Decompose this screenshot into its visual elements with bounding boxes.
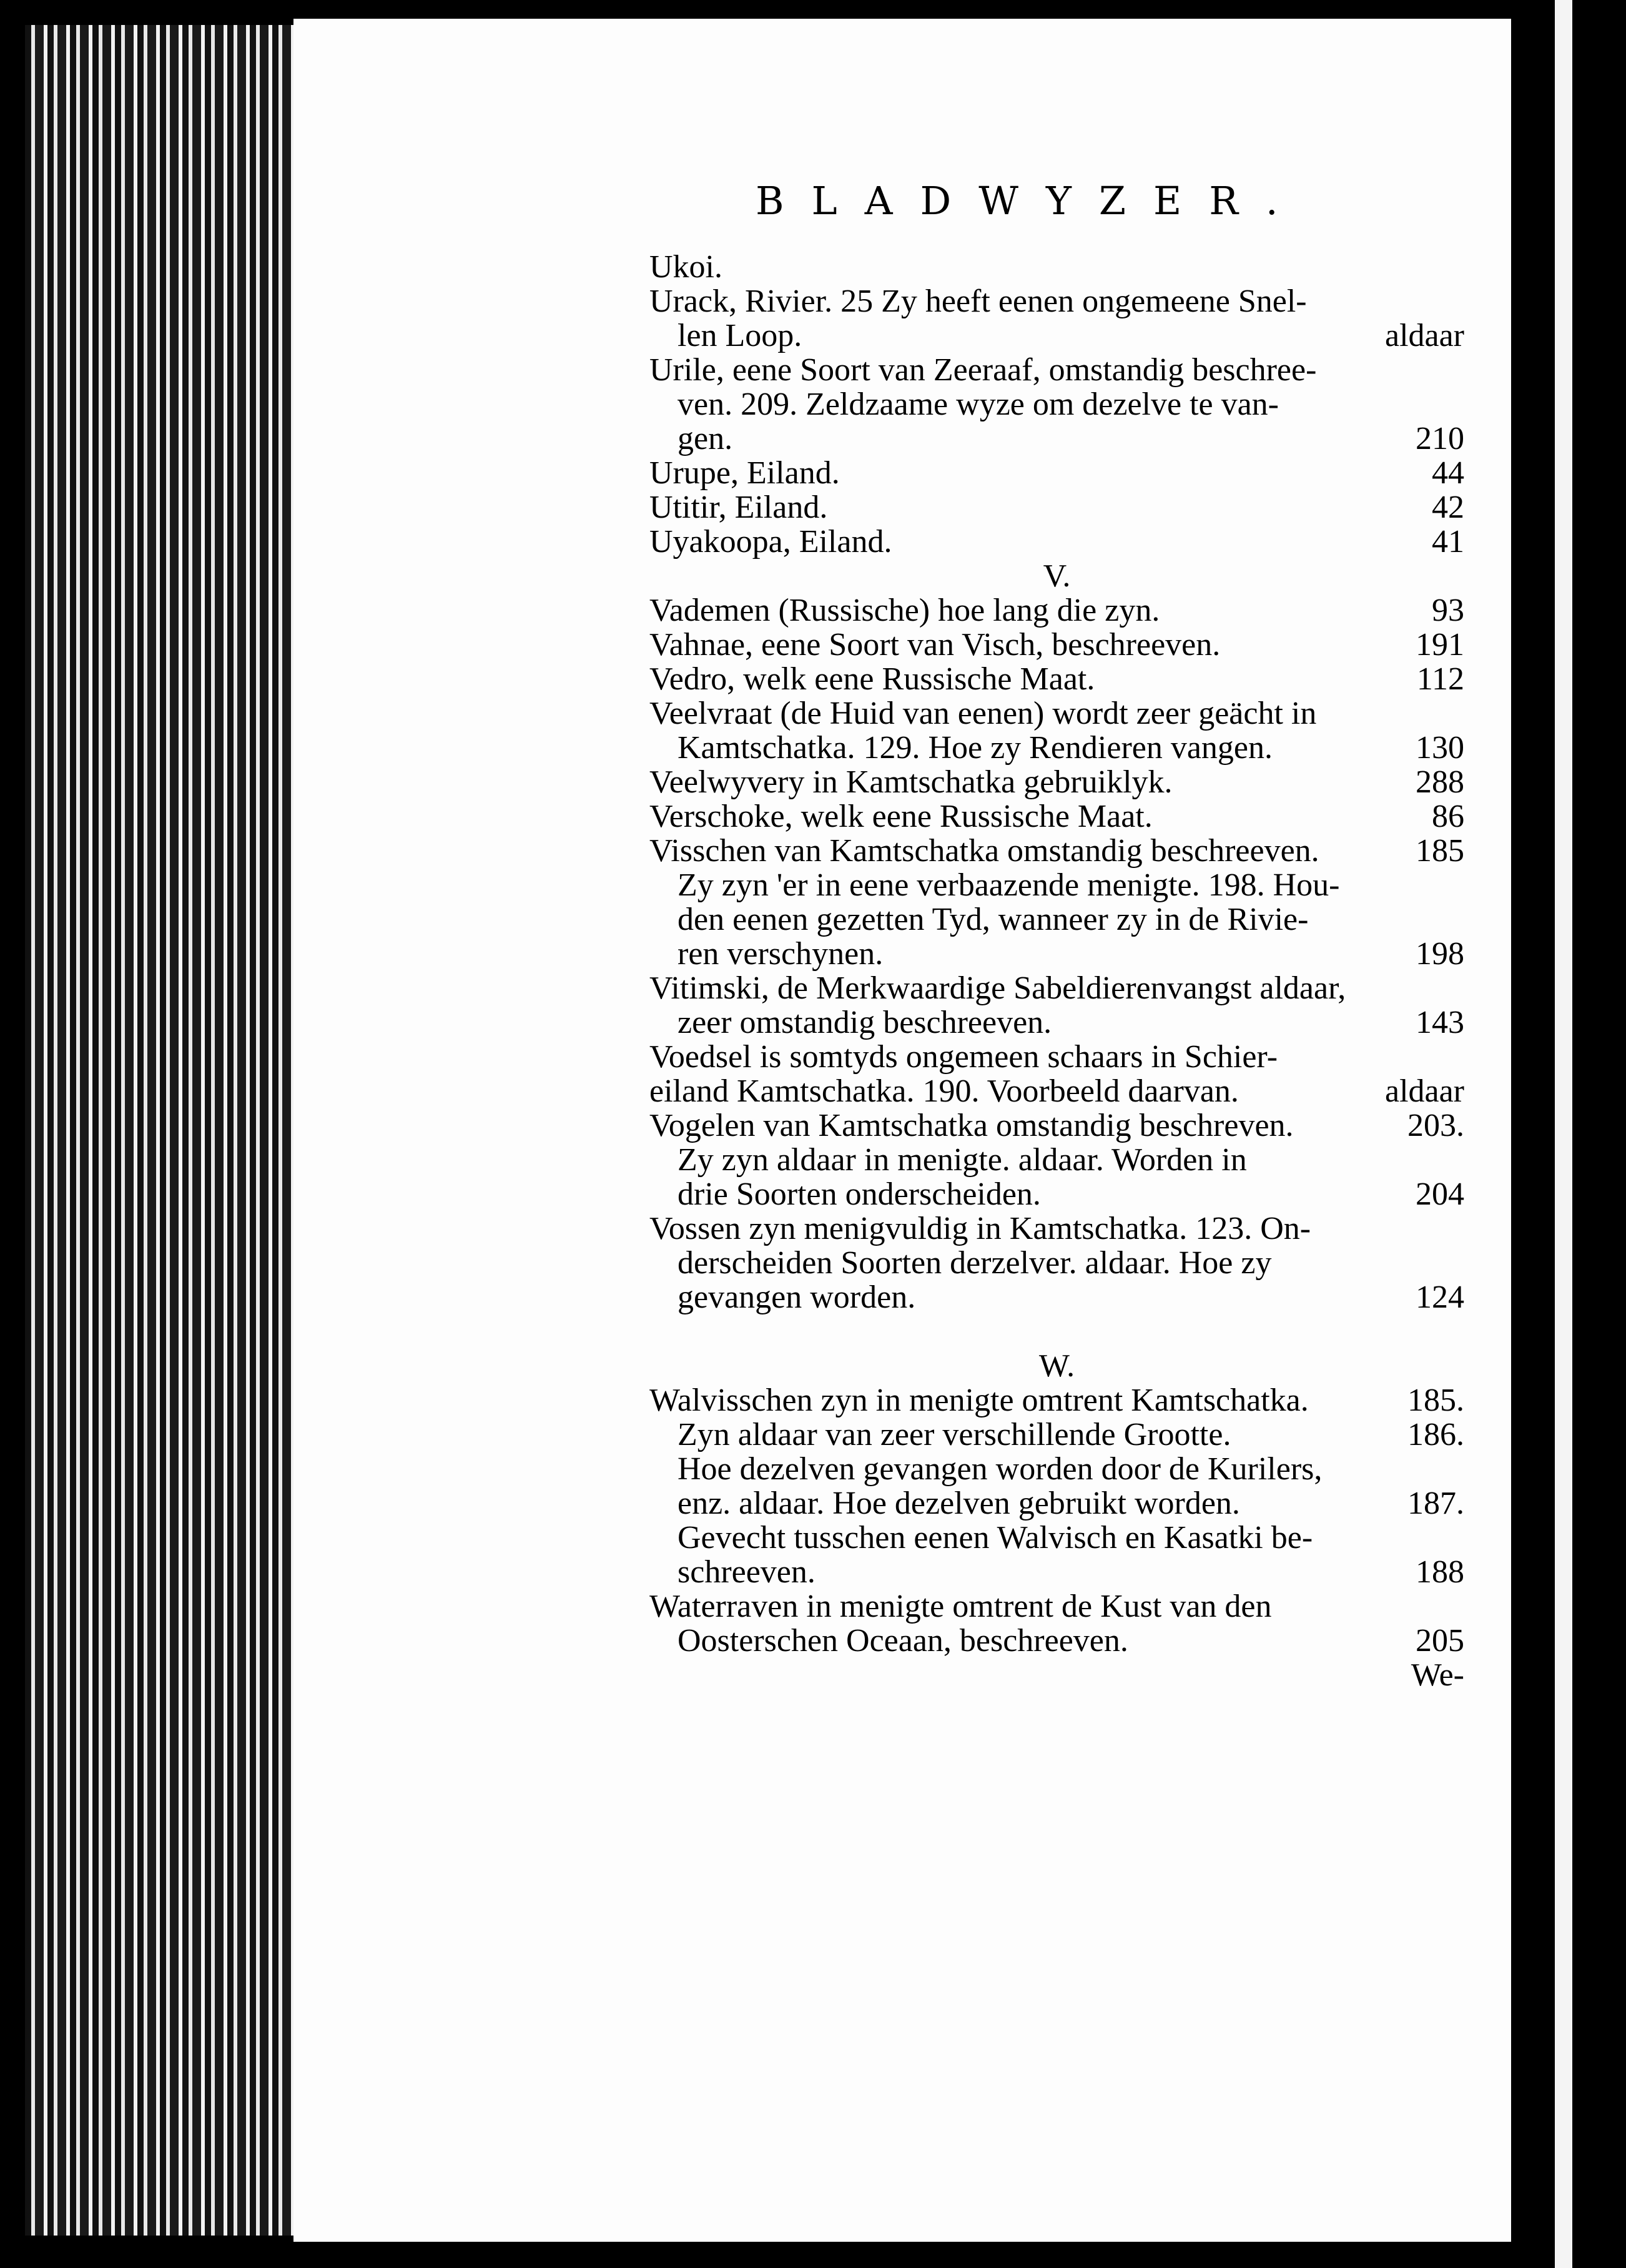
index-page-ref: aldaar <box>1384 1073 1464 1109</box>
index-page-ref: 188 <box>1416 1554 1464 1590</box>
index-line <box>649 284 1464 318</box>
index-page-ref: 44 <box>1432 455 1464 491</box>
index-entry-text: schreeven. <box>678 1554 815 1590</box>
index-line <box>649 1624 1464 1658</box>
index-entry-text: den eenen gezetten Tyd, wanneer zy in de Rivie- <box>678 902 1309 937</box>
index-entry-text: Urack, Rivier. 25 Zy heeft eenen ongemeene Snel- <box>649 284 1307 319</box>
index-page-ref: We- <box>1411 1657 1464 1693</box>
index-page-ref: 130 <box>1416 730 1464 766</box>
index-entry-text: zeer omstandig beschreeven. <box>678 1005 1052 1040</box>
index-entry-text: ren verschynen. <box>678 936 884 972</box>
index-page-ref: 185 <box>1416 833 1464 869</box>
index-page-ref: 204 <box>1416 1176 1464 1212</box>
index-line <box>649 765 1464 799</box>
index-entry-text: Veelvraat (de Huid van eenen) wordt zeer geächt in <box>649 696 1317 731</box>
index-line <box>649 593 1464 628</box>
index-line <box>649 1074 1464 1108</box>
index-line <box>649 937 1464 971</box>
index-entry-text: Urile, eene Soort van Zeeraaf, omstandig beschree- <box>649 352 1317 388</box>
index-entry-text: Vedro, welk eene Russische Maat. <box>649 661 1095 697</box>
index-line <box>649 318 1464 353</box>
index-page-ref: 198 <box>1416 936 1464 972</box>
index-line <box>649 387 1464 422</box>
index-line <box>649 490 1464 525</box>
index-entry-text: Visschen van Kamtschatka omstandig beschreeven. <box>649 833 1319 869</box>
index-line <box>649 1521 1464 1555</box>
page-header: BLADWYZER. <box>756 178 1306 224</box>
index-line <box>649 1658 1464 1692</box>
index-entry-text: enz. aldaar. Hoe dezelven gebruikt worden. <box>678 1486 1240 1521</box>
index-page-ref: 203. <box>1407 1108 1464 1143</box>
index-line <box>649 1589 1464 1624</box>
index-line <box>649 250 1464 284</box>
index-line <box>649 662 1464 696</box>
index-line <box>649 1555 1464 1589</box>
index-entry-text: Waterraven in menigte omtrent de Kust van den <box>649 1589 1272 1624</box>
index-page-ref: 93 <box>1432 593 1464 628</box>
index-entry-text: Uyakoopa, Eiland. <box>649 524 892 560</box>
index-entry-text: Oosterschen Oceaan, beschreeven. <box>678 1623 1128 1659</box>
index-entry-text: eiland Kamtschatka. 190. Voorbeeld daarvan. <box>649 1073 1239 1109</box>
index-page-ref: 41 <box>1432 524 1464 560</box>
index-line <box>649 1108 1464 1143</box>
index-entry-text: Vogelen van Kamtschatka omstandig beschreven. <box>649 1108 1294 1143</box>
index-section-letter <box>649 559 1464 593</box>
index-page-ref: 86 <box>1432 799 1464 834</box>
index-line <box>649 353 1464 387</box>
index-entry-text: V. <box>1043 558 1071 594</box>
index-entry-text: drie Soorten onderscheiden. <box>678 1176 1041 1212</box>
index-entry-text: Verschoke, welk eene Russische Maat. <box>649 799 1153 834</box>
index-page-ref: 186. <box>1407 1417 1464 1452</box>
index-entry-text: Kamtschatka. 129. Hoe zy Rendieren vangen. <box>678 730 1273 766</box>
index-line <box>649 1040 1464 1074</box>
index-entry-text: Walvisschen zyn in menigte omtrent Kamtschatka. <box>649 1383 1309 1418</box>
index-entry-text: Zyn aldaar van zeer verschillende Grootte. <box>678 1417 1231 1452</box>
index-line <box>649 1452 1464 1486</box>
index-line <box>649 1246 1464 1280</box>
index-entry-text: Zy zyn aldaar in menigte. aldaar. Worden in <box>678 1142 1247 1178</box>
index-line <box>649 731 1464 765</box>
index-line <box>649 971 1464 1005</box>
index-entry-text: Ukoi. <box>649 249 722 285</box>
index-line <box>649 1418 1464 1452</box>
index-page-ref: aldaar <box>1384 318 1464 353</box>
index-entry-text: Veelwyvery in Kamtschatka gebruiklyk. <box>649 764 1173 800</box>
index-line <box>649 1143 1464 1177</box>
index-line <box>649 696 1464 731</box>
index-line <box>649 799 1464 834</box>
index-page-ref: 143 <box>1416 1005 1464 1040</box>
index-entry-text: derscheiden Soorten derzelver. aldaar. Hoe zy <box>678 1245 1272 1281</box>
index-line <box>649 525 1464 559</box>
index-line <box>649 868 1464 902</box>
index-entry-text: Urupe, Eiland. <box>649 455 840 491</box>
index-entry-text: Gevecht tusschen eenen Walvisch en Kasatki be- <box>678 1520 1313 1556</box>
book-spine-edge <box>25 25 318 2236</box>
index-entry-text: Voedsel is somtyds ongemeen schaars in Schier- <box>649 1039 1278 1075</box>
index-entry-text: len Loop. <box>678 318 802 353</box>
index-page-ref: 205 <box>1416 1623 1464 1659</box>
index-page-ref: 112 <box>1416 661 1464 697</box>
index-entry-text: gevangen worden. <box>678 1279 916 1315</box>
index-entry-text: Hoe dezelven gevangen worden door de Kurilers, <box>678 1451 1323 1487</box>
index-entry-text: Vahnae, eene Soort van Visch, beschreeven. <box>649 627 1221 663</box>
index-page-ref: 210 <box>1416 421 1464 456</box>
index-page-ref: 288 <box>1416 764 1464 800</box>
index-entry-text: Vademen (Russische) hoe lang die zyn. <box>649 593 1160 628</box>
index-line <box>649 1314 1464 1349</box>
index-text-block <box>649 250 1464 1692</box>
index-page-ref: 124 <box>1416 1279 1464 1315</box>
index-entry-text: Vitimski, de Merkwaardige Sabeldierenvangst aldaar, <box>649 970 1346 1006</box>
index-page-ref: 187. <box>1407 1486 1464 1521</box>
index-line <box>649 1280 1464 1314</box>
index-entry-text: W. <box>1038 1348 1075 1384</box>
index-line <box>649 456 1464 490</box>
index-line <box>649 422 1464 456</box>
index-entry-text: Utitir, Eiland. <box>649 490 828 525</box>
index-entry-text: ven. 209. Zeldzaame wyze om dezelve te van- <box>678 387 1279 422</box>
index-section-letter <box>649 1349 1464 1383</box>
index-line <box>649 1211 1464 1246</box>
index-entry-text: Vossen zyn menigvuldig in Kamtschatka. 123. On- <box>649 1211 1311 1246</box>
index-entry-text: Zy zyn 'er in eene verbaazende menigte. 198. Hou- <box>678 867 1340 903</box>
index-line <box>649 834 1464 868</box>
opposite-page-edge <box>1555 0 1572 2268</box>
index-page-ref: 191 <box>1416 627 1464 663</box>
index-page-ref: 185. <box>1407 1383 1464 1418</box>
index-line <box>649 1383 1464 1418</box>
index-page-ref: 42 <box>1432 490 1464 525</box>
index-line <box>649 1486 1464 1521</box>
index-line <box>649 1005 1464 1040</box>
index-line <box>649 1177 1464 1211</box>
index-entry-text: gen. <box>678 421 733 456</box>
index-line <box>649 902 1464 937</box>
index-line <box>649 628 1464 662</box>
